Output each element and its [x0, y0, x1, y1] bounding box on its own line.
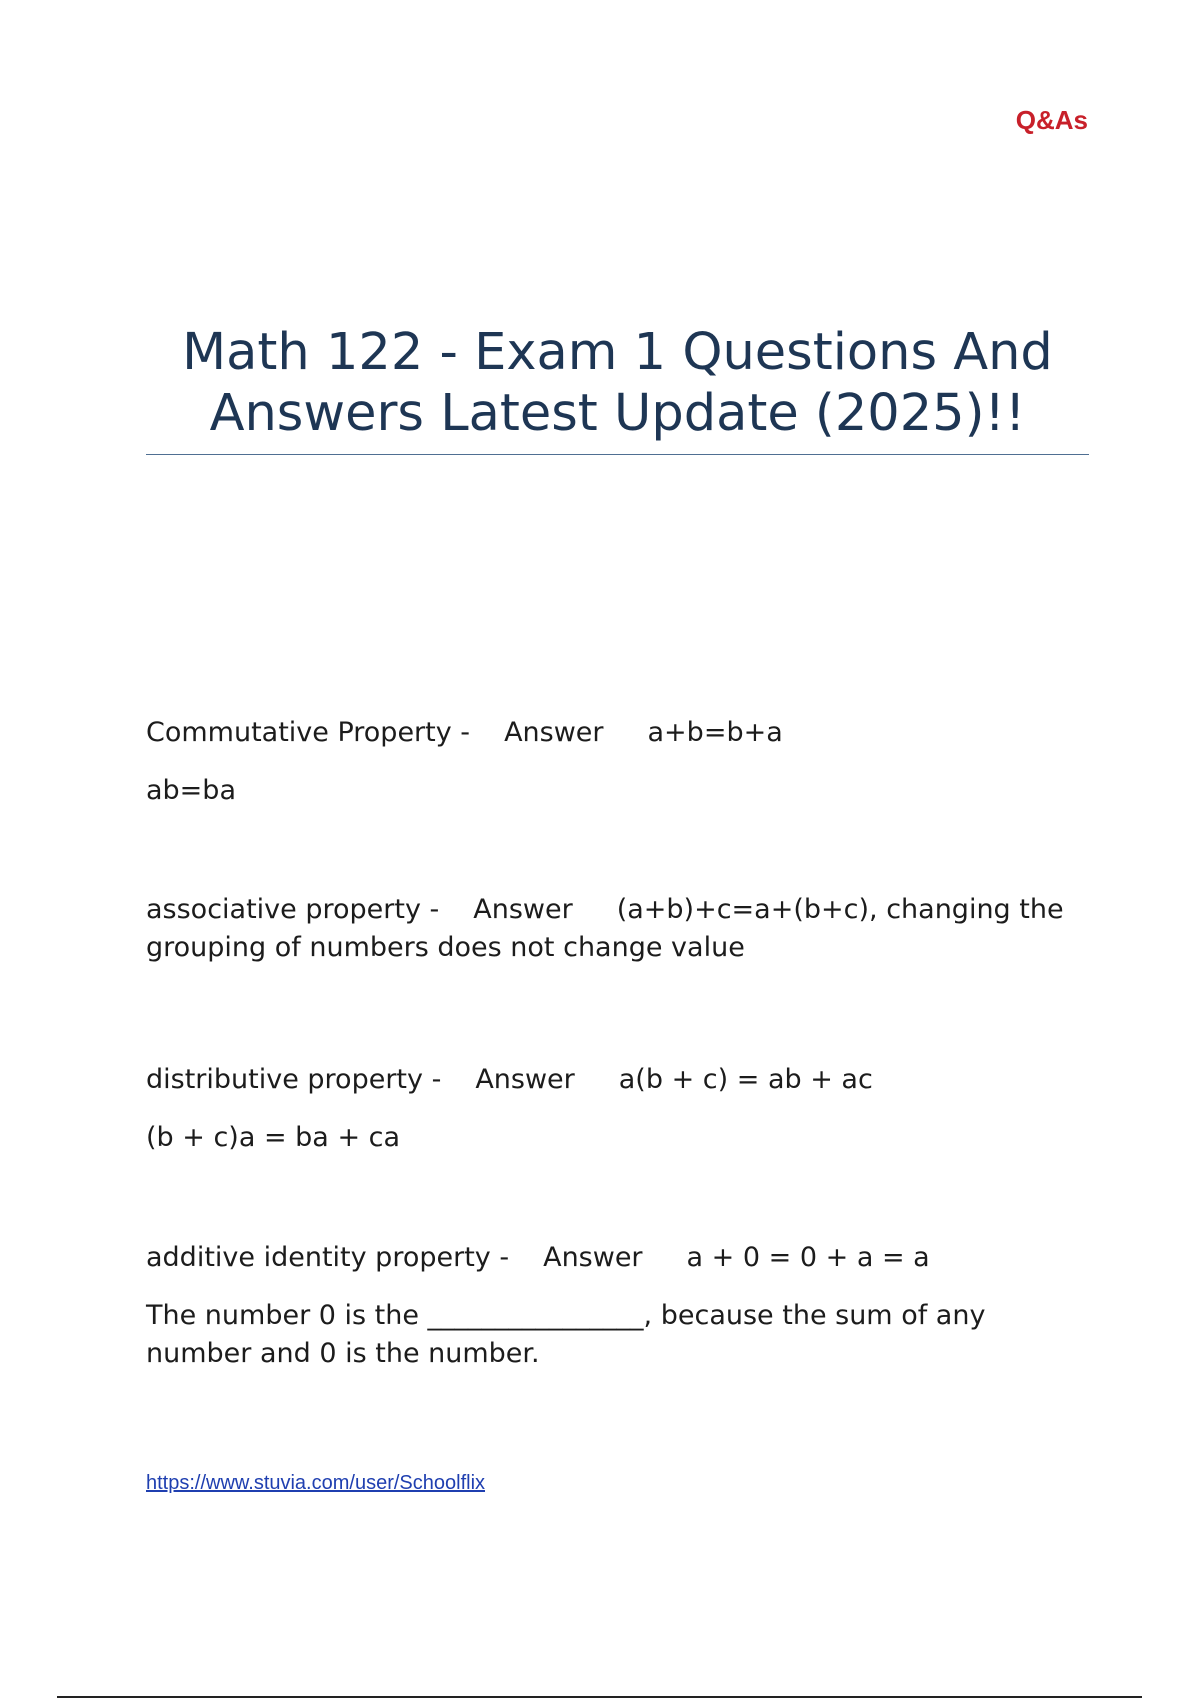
qa-item-commutative — [146, 714, 1076, 810]
answer: a+b=b+a — [647, 717, 783, 748]
qa-item-associative — [146, 891, 1076, 967]
footer-link[interactable]: https://www.stuvia.com/user/Schoolflix — [146, 1472, 486, 1494]
footer-divider — [57, 1696, 1142, 1698]
answer: a(b + c) = ab + ac — [618, 1064, 873, 1095]
answer: a + 0 = 0 + a = a — [686, 1242, 930, 1273]
document-title: Math 122 - Exam 1 Questions And Answers Latest Update (2025)!! — [182, 323, 1053, 443]
answer-label: Answer — [543, 1242, 643, 1273]
qa-item-additive-identity — [146, 1239, 1076, 1373]
term: associative property - — [146, 894, 440, 925]
title-block — [146, 322, 1089, 455]
answer-label: Answer — [475, 1064, 575, 1095]
term: distributive property - — [146, 1064, 442, 1095]
qa-badge: Q&As — [1015, 105, 1088, 135]
answer-extra: (b + c)a = ba + ca — [146, 1122, 401, 1153]
answer-label: Answer — [473, 894, 573, 925]
qa-line — [146, 891, 1076, 967]
term: Commutative Property - — [146, 717, 471, 748]
qa-line — [146, 714, 1076, 752]
qa-list — [146, 714, 1076, 1373]
answer: (a+b)+c=a+(b+c), changing the grouping of numbers does not change value — [146, 894, 1064, 963]
answer-label: Answer — [504, 717, 604, 748]
term: additive identity property - — [146, 1242, 510, 1273]
answer-extra: ab=ba — [146, 775, 236, 806]
qa-line — [146, 1061, 1076, 1099]
answer-extra: The number 0 is the ________________, because the sum of any number and 0 is the number. — [146, 1300, 986, 1369]
qa-line — [146, 1239, 1076, 1277]
qa-item-distributive — [146, 1061, 1076, 1157]
